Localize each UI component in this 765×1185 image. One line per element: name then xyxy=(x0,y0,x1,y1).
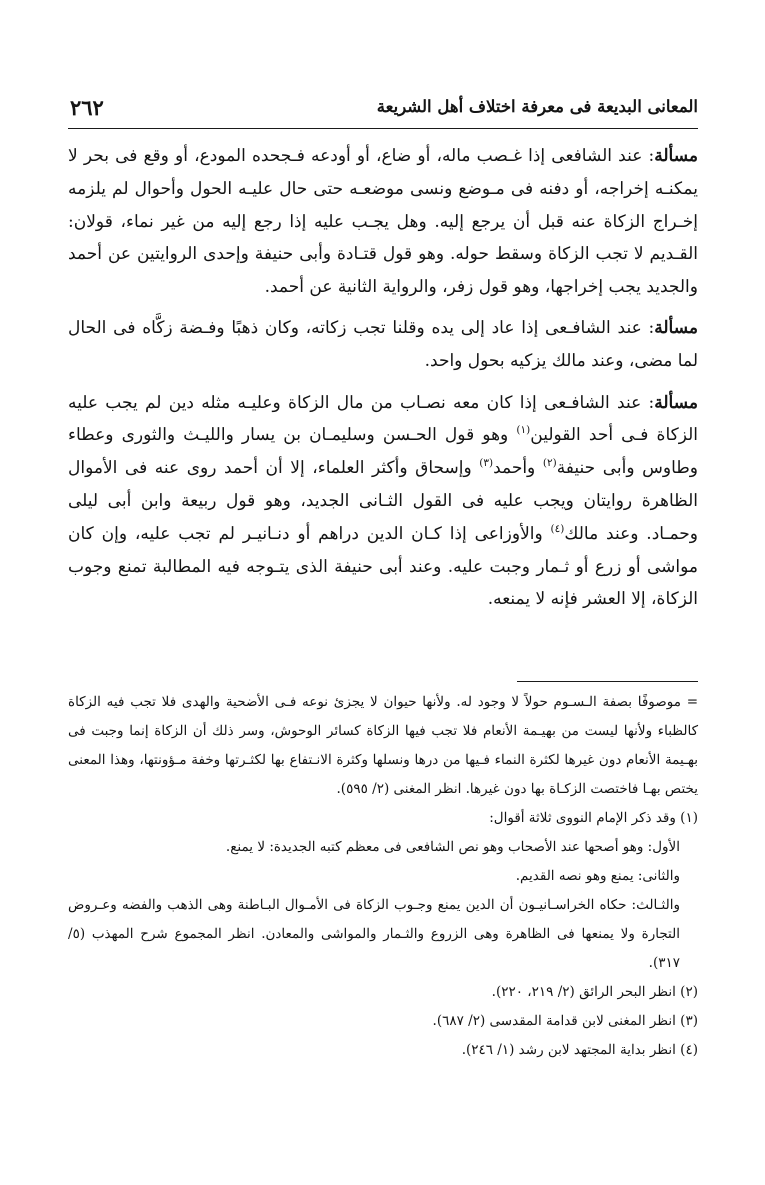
paragraph-2 xyxy=(68,312,698,378)
footnote-1-intro: (١) وقد ذكر الإمام النووى ثلاثة أقوال: xyxy=(489,810,698,826)
paragraph-3 xyxy=(68,387,698,617)
issue-term: مسألة xyxy=(654,392,698,413)
footnote-1-third: والثـالث: حكاه الخراسـانيـون أن الدين يمنع وجـوب الزكاة فى الأمـوال البـاطنة وهى الذهب والفضه وعـروض التجارة ولا يمنعها فى الظاهرة وهى الزروع والثـمار والمواشى والمعادن. انظر المجموع شرح المهذب (٥/ ٣١٧). xyxy=(68,897,680,971)
paragraph-text: : عند الشافعى إذا غـصب ماله، أو ضاع، أو أودعه فـجحده المودع، أو وقع فى بحر لا يمكنـه إخراجه، أو دفنه فى مـوضع ونسى موضعـه حتى حال عليـه الحول وأحوال لم يلزمه إخـراج الزكاة عنه قبل أن يرجع إليه. وهل يجـب عليه إذا رجع إليه من غير نماء، قولان: القـديم لا تجب الزكاة وسقط حوله. وهو قول قتـادة وأبى حنيفة وإحدى الروايتين عن أحمد والجديد يجب إخراجها، وهو قول زفر، والرواية الثانية عن أحمد. xyxy=(68,146,698,298)
footnote-1-second: والثانى: يمنع وهو نصه القديم. xyxy=(515,868,680,884)
paragraph-text: والأوزاعى إذا كـان الدين دراهم أو دنـانيـر لم تجب عليه، وإن كان مواشى أو زرع أو ثـمار وجبت عليه. وعند أبى حنيفة الذى يتـوجه فيه المطالبة تمنع وجوب الزكاة، إلا العشر فإنه لا يمنعه. xyxy=(68,523,698,610)
footnote-1-first: الأول: وهو أصحها عند الأصحاب وهو نص الشافعى فى معظم كتبه الجديدة: لا يمنع. xyxy=(225,839,680,855)
issue-term: مسألة xyxy=(654,146,698,166)
footnote-divider xyxy=(517,681,698,682)
page-header xyxy=(68,97,698,127)
footnote-ref-3[interactable]: (٣) xyxy=(479,457,494,470)
footnote-ref-2[interactable]: (٢) xyxy=(542,457,557,470)
paragraph-text: وهو قول الحـسن وسليمـان بن يسار والليـث والثورى وعطاء وطاوس وأبى حنيفة xyxy=(68,425,698,479)
paragraph-text: : عند الشافـعى إذا كان معه نصـاب من مال الزكاة وعليـه مثله دين لم يجب عليه الزكاة فـى أحد القولين xyxy=(68,392,699,446)
footnote-3: (٣) انظر المغنى لابن قدامة المقدسى (٢/ ٦٨٧). xyxy=(432,1013,698,1029)
footnotes xyxy=(68,688,698,1065)
paragraph-1 xyxy=(68,140,698,304)
footnote-ref-1[interactable]: (١) xyxy=(516,424,531,437)
paragraph-text: وأحمد xyxy=(493,458,543,479)
main-text xyxy=(68,140,698,616)
footnote-4: (٤) انظر بداية المجتهد لابن رشد (١/ ٢٤٦). xyxy=(461,1042,698,1058)
paragraph-text: : عند الشافـعى إذا عاد إلى يده وقلنا تجب زكاته، وكان ذهبًا وفـضة زكَّاه فى الحال لما مضى، وعند مالك يزكيه بحول واحد. xyxy=(68,318,698,372)
running-title: المعانى البديعة فى معرفة اختلاف أهل الشريعة xyxy=(376,97,698,116)
footnote-ref-4[interactable]: (٤) xyxy=(550,522,565,535)
footnote-continuation: = موصوفًا بصفة الـسـوم حولاً لا وجود له. ولأنها حيوان لا يجزئ نوعه فـى الأضحية والهدى فلا تجب فيه الزكاة كالظباء ولأنها ليست من بهيـمة الأنعام فلا تجب فيها الزكاة كسائر الوحوش، وسر ذلك أن الزكاة إنما وجبت فى بهـيمة الأنعام دون غيرها لكثرة النماء فـيها من درها ونسلها وكثرة الانـتفاع بها لكثـرتها وخفة مـؤونتها، وهذا المعنى يختص بهـا فاختصت الزكـاة بها دون غيرها. انظر المغنى (٢/ ٥٩٥). xyxy=(68,694,698,797)
header-divider xyxy=(68,128,698,129)
page-number: ٢٦٢ xyxy=(70,95,104,120)
footnote-2: (٢) انظر البحر الرائق (٢/ ٢١٩، ٢٢٠). xyxy=(491,984,698,1000)
paragraph-text: وإسحاق وأكثر العلماء، إلا أن أحمد روى عنه فى الأموال الظاهرة روايتان ويجب عليه فى القول الثـانى الجديد، وهو قول ربيعة وابن أبى ليلى وحمـاد. وعند مالك xyxy=(68,458,698,544)
issue-term: مسألة xyxy=(654,318,698,339)
